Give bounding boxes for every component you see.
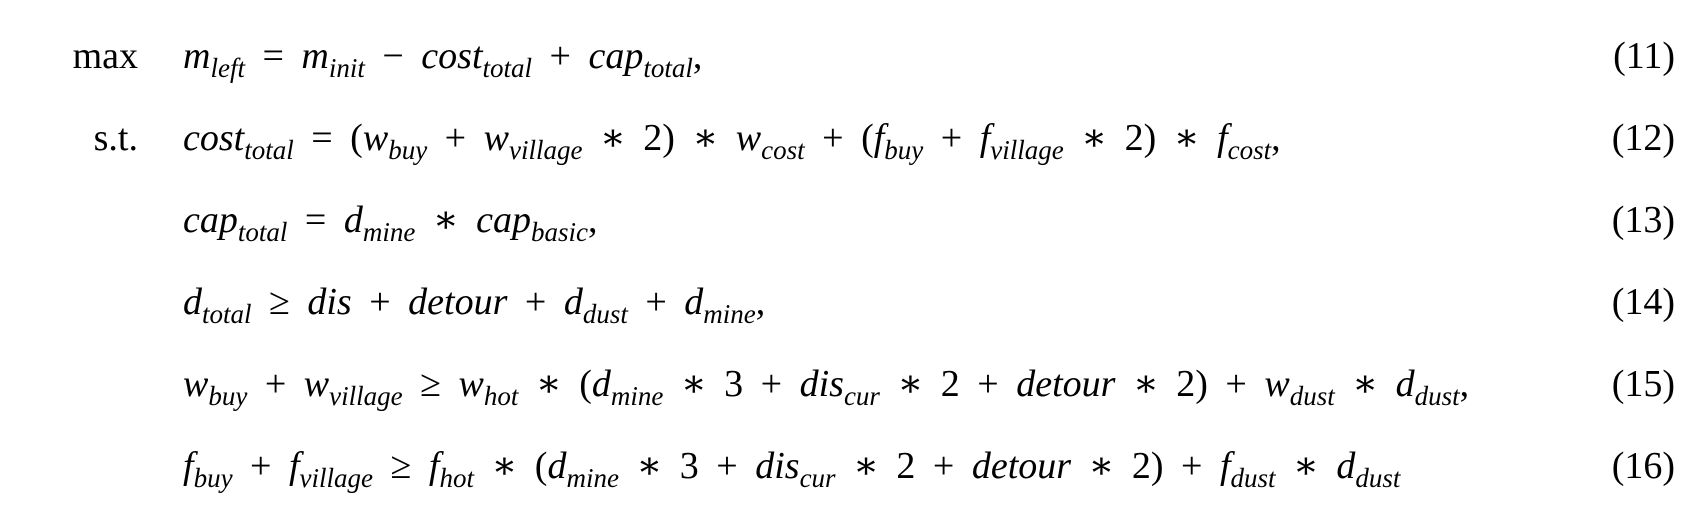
math-operator: ∗	[853, 445, 879, 487]
math-subscript: total	[482, 53, 533, 83]
math-variable: d	[684, 281, 704, 323]
math-variable: dis	[799, 363, 844, 405]
math-operator: ∗	[692, 117, 719, 159]
math-operator: +	[549, 35, 571, 77]
equation-14-expression	[183, 272, 765, 332]
math-operator: =	[304, 199, 327, 241]
math-operator: =	[311, 117, 333, 159]
math-variable: cap	[588, 35, 644, 77]
math-variable: dis	[307, 281, 352, 323]
math-symbol: (	[861, 117, 874, 159]
math-subscript: buy	[884, 135, 924, 165]
math-variable: w	[362, 117, 389, 159]
math-symbol: (	[350, 117, 363, 159]
math-symbol: 3	[724, 363, 744, 405]
math-variable: cost	[421, 35, 483, 77]
math-operator: ∗	[1081, 117, 1108, 159]
math-variable: f	[428, 445, 440, 487]
math-variable: d	[547, 445, 567, 487]
math-subscript: dust	[1355, 463, 1401, 493]
math-subscript: total	[237, 217, 288, 247]
equation-number: (13)	[1611, 199, 1675, 241]
equation-number: (16)	[1611, 445, 1675, 487]
math-variable: w	[735, 117, 762, 159]
math-symbol: ,	[755, 281, 766, 323]
math-symbol: ,	[588, 199, 598, 241]
math-operator: ∗	[1352, 363, 1379, 405]
equation-number: (15)	[1611, 363, 1675, 405]
math-symbol: 2	[1131, 445, 1151, 487]
math-operator: ∗	[897, 363, 924, 405]
math-subscript: mine	[362, 217, 416, 247]
equation-number: (12)	[1611, 117, 1675, 159]
math-variable: detour	[1016, 363, 1116, 405]
math-subscript: village	[329, 381, 403, 411]
math-variable: cost	[183, 117, 245, 159]
math-subscript: village	[299, 463, 374, 493]
math-operator: +	[524, 281, 547, 323]
math-operator: +	[444, 117, 467, 159]
equation-number: (14)	[1611, 281, 1675, 323]
equation-label: max	[72, 35, 138, 77]
math-variable: f	[1217, 117, 1228, 159]
math-variable: cap	[476, 199, 532, 241]
math-variable: w	[1264, 363, 1290, 405]
math-subscript: buy	[193, 463, 233, 493]
math-variable: f	[1219, 445, 1231, 487]
math-subscript: dust	[1230, 463, 1276, 493]
math-subscript: cost	[1227, 135, 1272, 165]
math-subscript: total	[244, 135, 294, 165]
math-symbol: 3	[679, 445, 699, 487]
equation-13	[0, 190, 1708, 250]
math-operator: ∗	[1293, 445, 1319, 487]
math-variable: detour	[408, 281, 508, 323]
math-variable: w	[303, 363, 330, 405]
equation-16	[0, 436, 1708, 496]
math-variable: m	[183, 35, 211, 77]
math-operator: ∗	[535, 363, 562, 405]
math-operator: ∗	[1088, 445, 1115, 487]
math-operator: +	[264, 363, 287, 405]
equation-15	[0, 354, 1708, 414]
equation-11-expression	[183, 26, 702, 86]
equation-12-expression	[183, 108, 1281, 168]
equation-11	[0, 26, 1708, 86]
math-operator: +	[369, 281, 391, 323]
math-variable: d	[591, 363, 611, 405]
math-variable: f	[873, 117, 885, 159]
math-variable: w	[483, 117, 509, 159]
math-operator: +	[1181, 445, 1203, 487]
math-symbol: )	[662, 117, 675, 159]
math-variable: d	[183, 281, 202, 323]
math-subscript: village	[990, 135, 1064, 165]
equation-13-expression	[183, 190, 598, 250]
math-variable: m	[301, 35, 329, 77]
math-symbol: 2	[643, 117, 663, 159]
math-operator: +	[977, 363, 999, 405]
math-subscript: cost	[761, 135, 805, 165]
math-subscript: left	[210, 53, 245, 83]
math-operator: +	[932, 445, 955, 487]
math-variable: detour	[971, 445, 1072, 487]
equation-12	[0, 108, 1708, 168]
math-variable: d	[563, 281, 583, 323]
math-operator: ∗	[432, 199, 459, 241]
math-operator: +	[940, 117, 963, 159]
math-subscript: buy	[388, 135, 428, 165]
math-subscript: dust	[1289, 381, 1335, 411]
math-subscript: mine	[566, 463, 619, 493]
math-symbol: 2	[896, 445, 916, 487]
math-variable: f	[183, 445, 194, 487]
math-operator: ∗	[680, 363, 707, 405]
math-operator: ∗	[599, 117, 626, 159]
math-subscript: init	[328, 53, 365, 83]
math-operator: ≥	[390, 445, 412, 487]
equation-16-expression	[183, 436, 1400, 496]
math-variable: w	[183, 363, 209, 405]
math-subscript: dust	[1414, 381, 1460, 411]
math-operator: +	[822, 117, 844, 159]
math-subscript: mine	[610, 381, 664, 411]
math-symbol: (	[579, 363, 592, 405]
math-symbol: ,	[1271, 117, 1281, 159]
math-subscript: dust	[582, 299, 628, 329]
math-operator: ∗	[491, 445, 518, 487]
equation-14	[0, 272, 1708, 332]
math-operator: ∗	[1173, 117, 1200, 159]
math-variable: d	[1395, 363, 1415, 405]
math-variable: f	[979, 117, 991, 159]
math-variable: f	[288, 445, 300, 487]
math-subscript: total	[202, 299, 252, 329]
math-subscript: total	[643, 53, 693, 83]
equation-number: (11)	[1613, 35, 1675, 77]
math-variable: d	[343, 199, 363, 241]
math-variable: d	[1336, 445, 1356, 487]
math-operator: ≥	[269, 281, 290, 323]
math-operator: ∗	[1132, 363, 1159, 405]
math-symbol: 2	[940, 363, 960, 405]
equation-15-expression	[183, 354, 1469, 414]
math-operator: +	[760, 363, 783, 405]
math-operator: +	[1225, 363, 1247, 405]
math-subscript: village	[508, 135, 583, 165]
math-symbol: 2	[1124, 117, 1144, 159]
math-variable: w	[458, 363, 484, 405]
math-subscript: cur	[799, 463, 836, 493]
math-operator: ≥	[420, 363, 441, 405]
math-subscript: basic	[531, 217, 589, 247]
math-subscript: hot	[483, 381, 519, 411]
math-symbol: )	[1150, 445, 1164, 487]
math-operator: =	[262, 35, 284, 77]
math-symbol: ,	[1459, 363, 1470, 405]
math-operator: +	[645, 281, 667, 323]
math-variable: dis	[755, 445, 800, 487]
math-symbol: ,	[692, 35, 703, 77]
math-subscript: cur	[843, 381, 880, 411]
math-operator: +	[716, 445, 738, 487]
math-symbol: )	[1195, 363, 1208, 405]
math-operator: −	[382, 35, 404, 77]
math-symbol: (	[534, 445, 548, 487]
math-symbol: 2	[1176, 363, 1196, 405]
math-subscript: mine	[703, 299, 756, 329]
math-operator: ∗	[636, 445, 663, 487]
math-operator: +	[250, 445, 272, 487]
math-variable: cap	[183, 199, 238, 241]
equation-label: s.t.	[93, 117, 138, 159]
math-subscript: buy	[208, 381, 248, 411]
math-symbol: )	[1143, 117, 1157, 159]
math-subscript: hot	[439, 463, 474, 493]
